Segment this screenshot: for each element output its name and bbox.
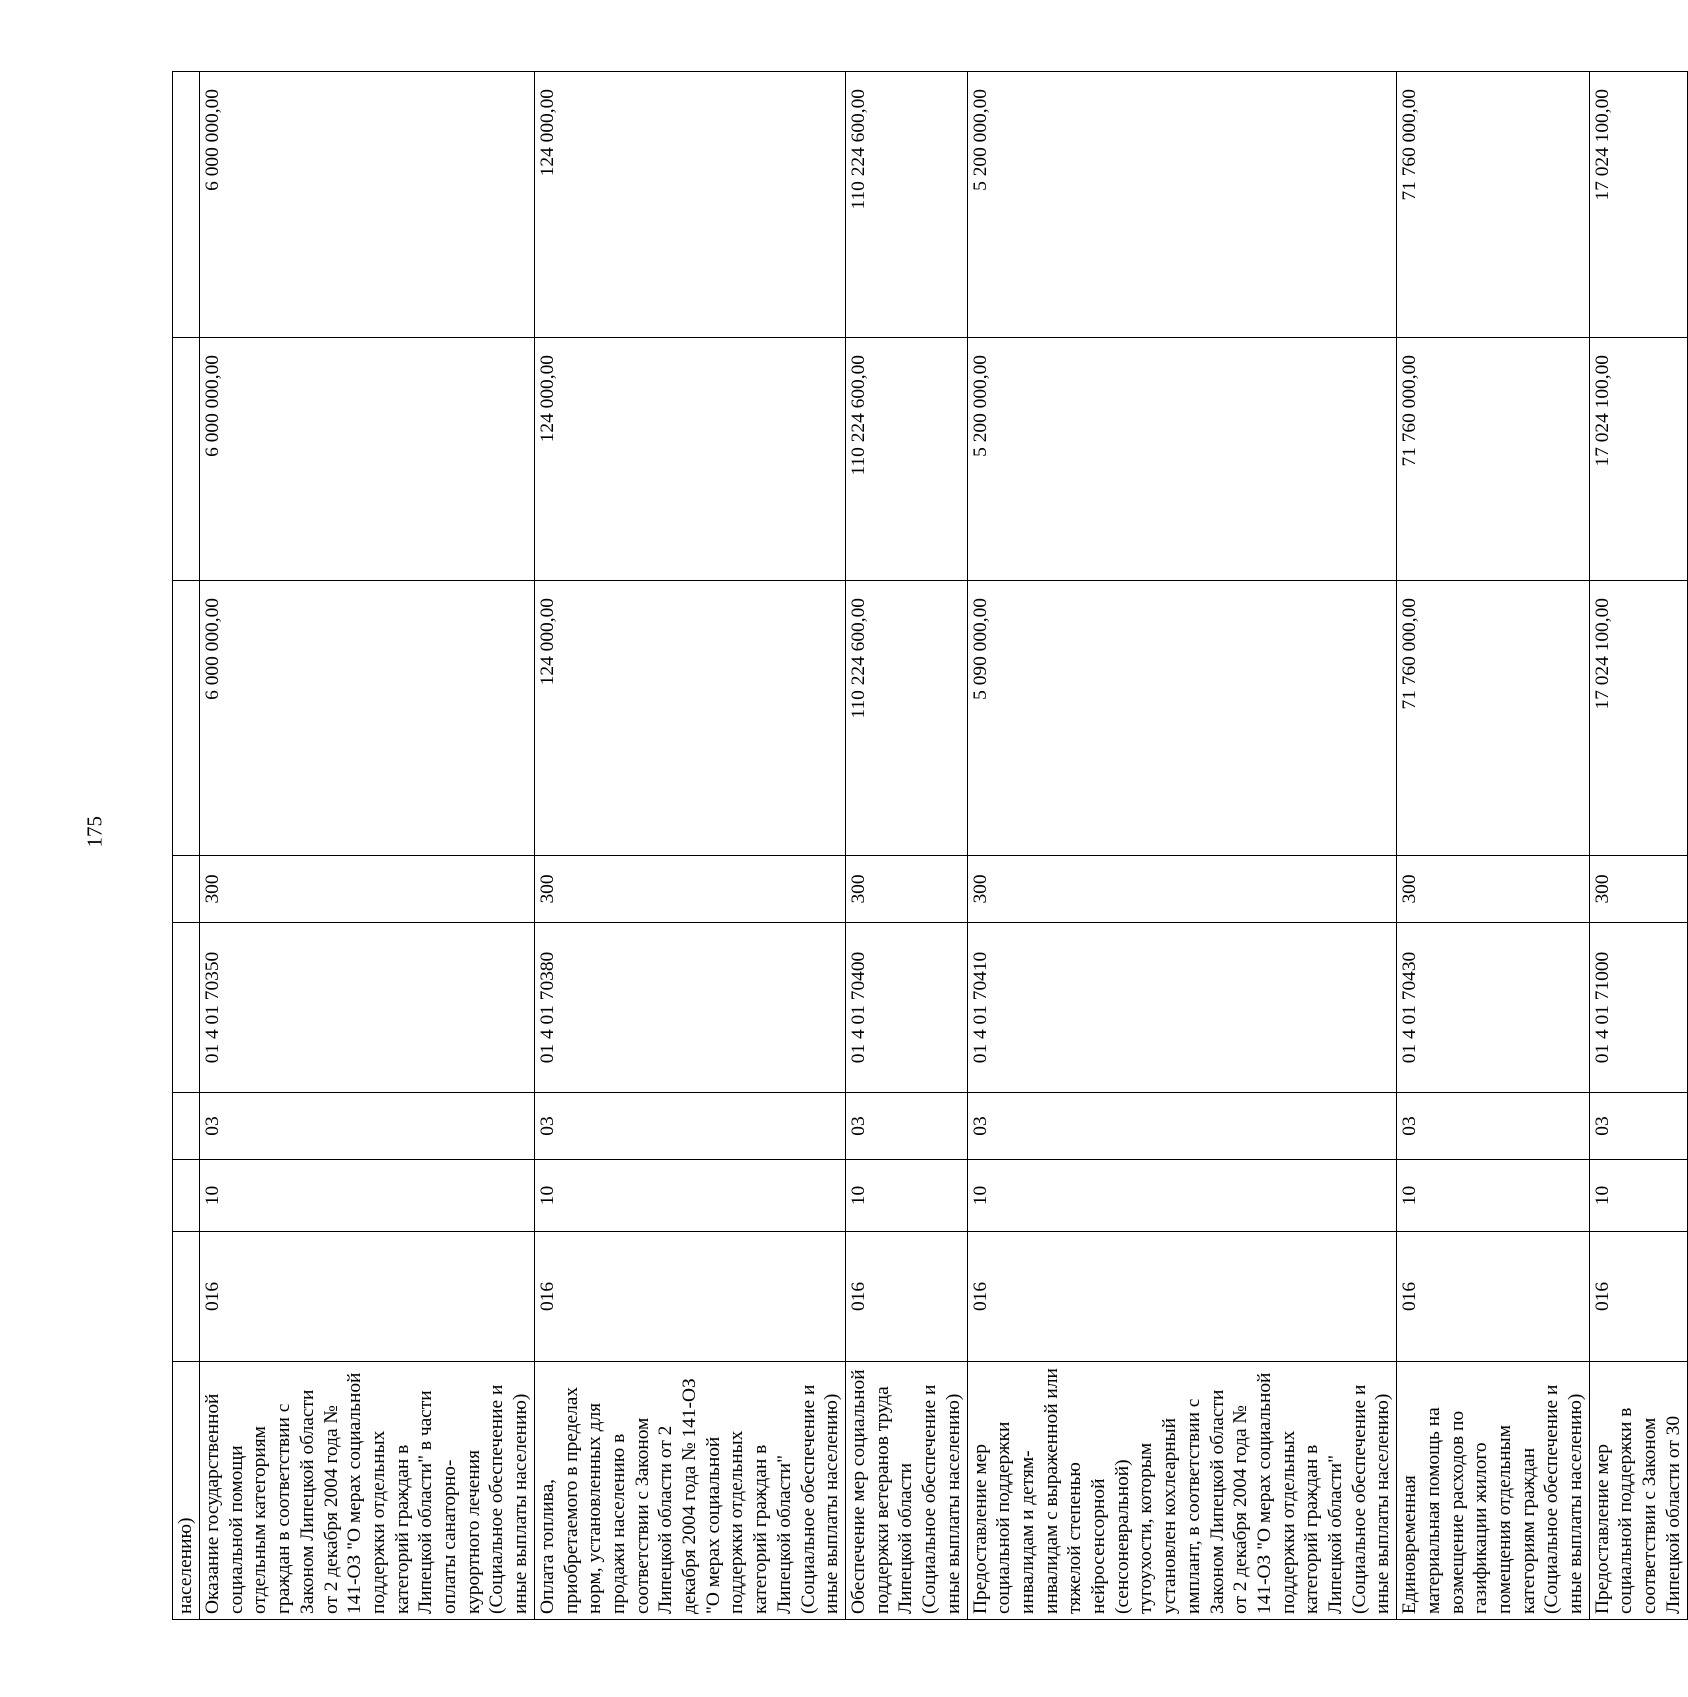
- page-number: 175: [82, 816, 107, 848]
- cell-admin-code: 016: [200, 1232, 535, 1362]
- amount-value: 5 200 000,00: [969, 355, 991, 457]
- cell-expense-type: [173, 856, 200, 923]
- cell-section: 10: [200, 1160, 535, 1232]
- cell-expense-type: 300: [200, 856, 535, 923]
- cell-amount-3: [1589, 72, 1687, 338]
- amount-value: 6 000 000,00: [202, 89, 223, 191]
- cell-subsection: 03: [200, 1093, 535, 1160]
- rotated-table-container: [172, 72, 1684, 1620]
- cell-amount-1: [1397, 581, 1590, 856]
- cell-amount-1: [534, 581, 845, 856]
- cell-section: 10: [1589, 1160, 1687, 1232]
- cell-amount-2: [534, 338, 845, 581]
- cell-section: [173, 1160, 200, 1232]
- cell-subsection: 03: [534, 1093, 845, 1160]
- cell-target-article: [173, 923, 200, 1093]
- cell-target-article: 01 4 01 70430: [1397, 923, 1590, 1093]
- row-description: Единовременная материальная помощь на возмещение расходов по газификации жилого помещения отдельным категориям граждан (Социальное обеспечение и иные выплаты населению): [1397, 1362, 1590, 1620]
- cell-section: 10: [534, 1160, 845, 1232]
- amount-value: 17 024 100,00: [1591, 89, 1613, 201]
- cell-amount-3: [1397, 72, 1590, 338]
- row-description: Предоставление мер социальной поддержки инвалидам и детям-инвалидам с выраженной или тяжелой степенью нейросенсорной (сенсоневральной) тугоухости, которым установлен кохлеарный имплант, в соответствии с Законом Липецкой области от 2 декабря 2004 года № 141-ОЗ "О мерах социальной поддержки отдельных категорий граждан в Липецкой области" (Социальное обеспечение и иные выплаты населению): [967, 1362, 1397, 1620]
- cell-expense-type: 300: [534, 856, 845, 923]
- table-row: [967, 72, 1397, 1620]
- cell-target-article: 01 4 01 70380: [534, 923, 845, 1093]
- cell-subsection: 03: [1589, 1093, 1687, 1160]
- cell-target-article: 01 4 01 70410: [967, 923, 1397, 1093]
- table-row: [1589, 72, 1687, 1620]
- table-body: [173, 72, 1688, 1620]
- amount-value: 5 090 000,00: [969, 598, 991, 700]
- cell-amount-3: [534, 72, 845, 338]
- amount-value: 71 760 000,00: [1399, 598, 1421, 710]
- table-row: [845, 72, 967, 1620]
- cell-admin-code: 016: [967, 1232, 1397, 1362]
- cell-amount-3: [200, 72, 535, 338]
- cell-amount-2: [1397, 338, 1590, 581]
- cell-subsection: 03: [1397, 1093, 1590, 1160]
- cell-expense-type: 300: [967, 856, 1397, 923]
- row-description: Обеспечение мер социальной поддержки ветеранов труда Липецкой области (Социальное обеспечение и иные выплаты населению): [845, 1362, 967, 1620]
- row-description: Оплата топлива, приобретаемого в пределах норм, установленных для продажи населению в соответствии с Законом Липецкой области от 2 декабря 2004 года № 141-ОЗ "О мерах социальной поддержки отдельных категорий граждан в Липецкой области" (Социальное обеспечение и иные выплаты населению): [534, 1362, 845, 1620]
- amount-value: 110 224 600,00: [847, 355, 869, 476]
- cell-amount-2: [200, 338, 535, 581]
- cell-amount-2: [967, 338, 1397, 581]
- table-row: [173, 72, 200, 1620]
- cell-section: 10: [1397, 1160, 1590, 1232]
- cell-target-article: 01 4 01 70350: [200, 923, 535, 1093]
- cell-section: 10: [845, 1160, 967, 1232]
- cell-amount-2: [173, 338, 200, 581]
- amount-value: 71 760 000,00: [1399, 355, 1421, 467]
- cell-admin-code: 016: [845, 1232, 967, 1362]
- cell-amount-1: [200, 581, 535, 856]
- cell-amount-3: [845, 72, 967, 338]
- cell-expense-type: 300: [845, 856, 967, 923]
- cell-amount-1: [967, 581, 1397, 856]
- cell-expense-type: 300: [1589, 856, 1687, 923]
- cell-target-article: 01 4 01 70400: [845, 923, 967, 1093]
- amount-value: 124 000,00: [536, 89, 558, 177]
- cell-amount-2: [1589, 338, 1687, 581]
- cell-amount-1: [845, 581, 967, 856]
- row-description: Предоставление мер социальной поддержки в соответствии с Законом Липецкой области от 30: [1589, 1362, 1687, 1620]
- table-row: [534, 72, 845, 1620]
- cell-admin-code: 016: [1589, 1232, 1687, 1362]
- amount-value: 17 024 100,00: [1591, 355, 1613, 467]
- amount-value: 110 224 600,00: [847, 89, 869, 210]
- cell-admin-code: 016: [1397, 1232, 1590, 1362]
- cell-subsection: 03: [967, 1093, 1397, 1160]
- table-row: [1397, 72, 1590, 1620]
- amount-value: 5 200 000,00: [969, 89, 991, 191]
- budget-table: [172, 71, 1688, 1620]
- amount-value: 71 760 000,00: [1399, 89, 1421, 201]
- cell-amount-3: [967, 72, 1397, 338]
- row-description: Оказание государственной социальной помощи отдельным категориям граждан в соответствии с Законом Липецкой области от 2 декабря 2004 года № 141-ОЗ "О мерах социальной поддержки отдельных категорий граждан в Липецкой области" в части оплаты санаторно-курортного лечения (Социальное обеспечение и иные выплаты населению): [200, 1362, 535, 1620]
- cell-amount-1: [173, 581, 200, 856]
- cell-subsection: [173, 1093, 200, 1160]
- amount-value: 124 000,00: [536, 598, 558, 686]
- cell-target-article: 01 4 01 71000: [1589, 923, 1687, 1093]
- table-row: [200, 72, 535, 1620]
- cell-amount-2: [845, 338, 967, 581]
- cell-expense-type: 300: [1397, 856, 1590, 923]
- cell-subsection: 03: [845, 1093, 967, 1160]
- cell-section: 10: [967, 1160, 1397, 1232]
- amount-value: 6 000 000,00: [202, 598, 223, 700]
- amount-value: 110 224 600,00: [847, 598, 869, 719]
- amount-value: 6 000 000,00: [202, 355, 223, 457]
- amount-value: 124 000,00: [536, 355, 558, 443]
- cell-amount-3: [173, 72, 200, 338]
- row-description: населению): [173, 1362, 200, 1620]
- cell-admin-code: [173, 1232, 200, 1362]
- amount-value: 17 024 100,00: [1591, 598, 1613, 710]
- cell-amount-1: [1589, 581, 1687, 856]
- cell-admin-code: 016: [534, 1232, 845, 1362]
